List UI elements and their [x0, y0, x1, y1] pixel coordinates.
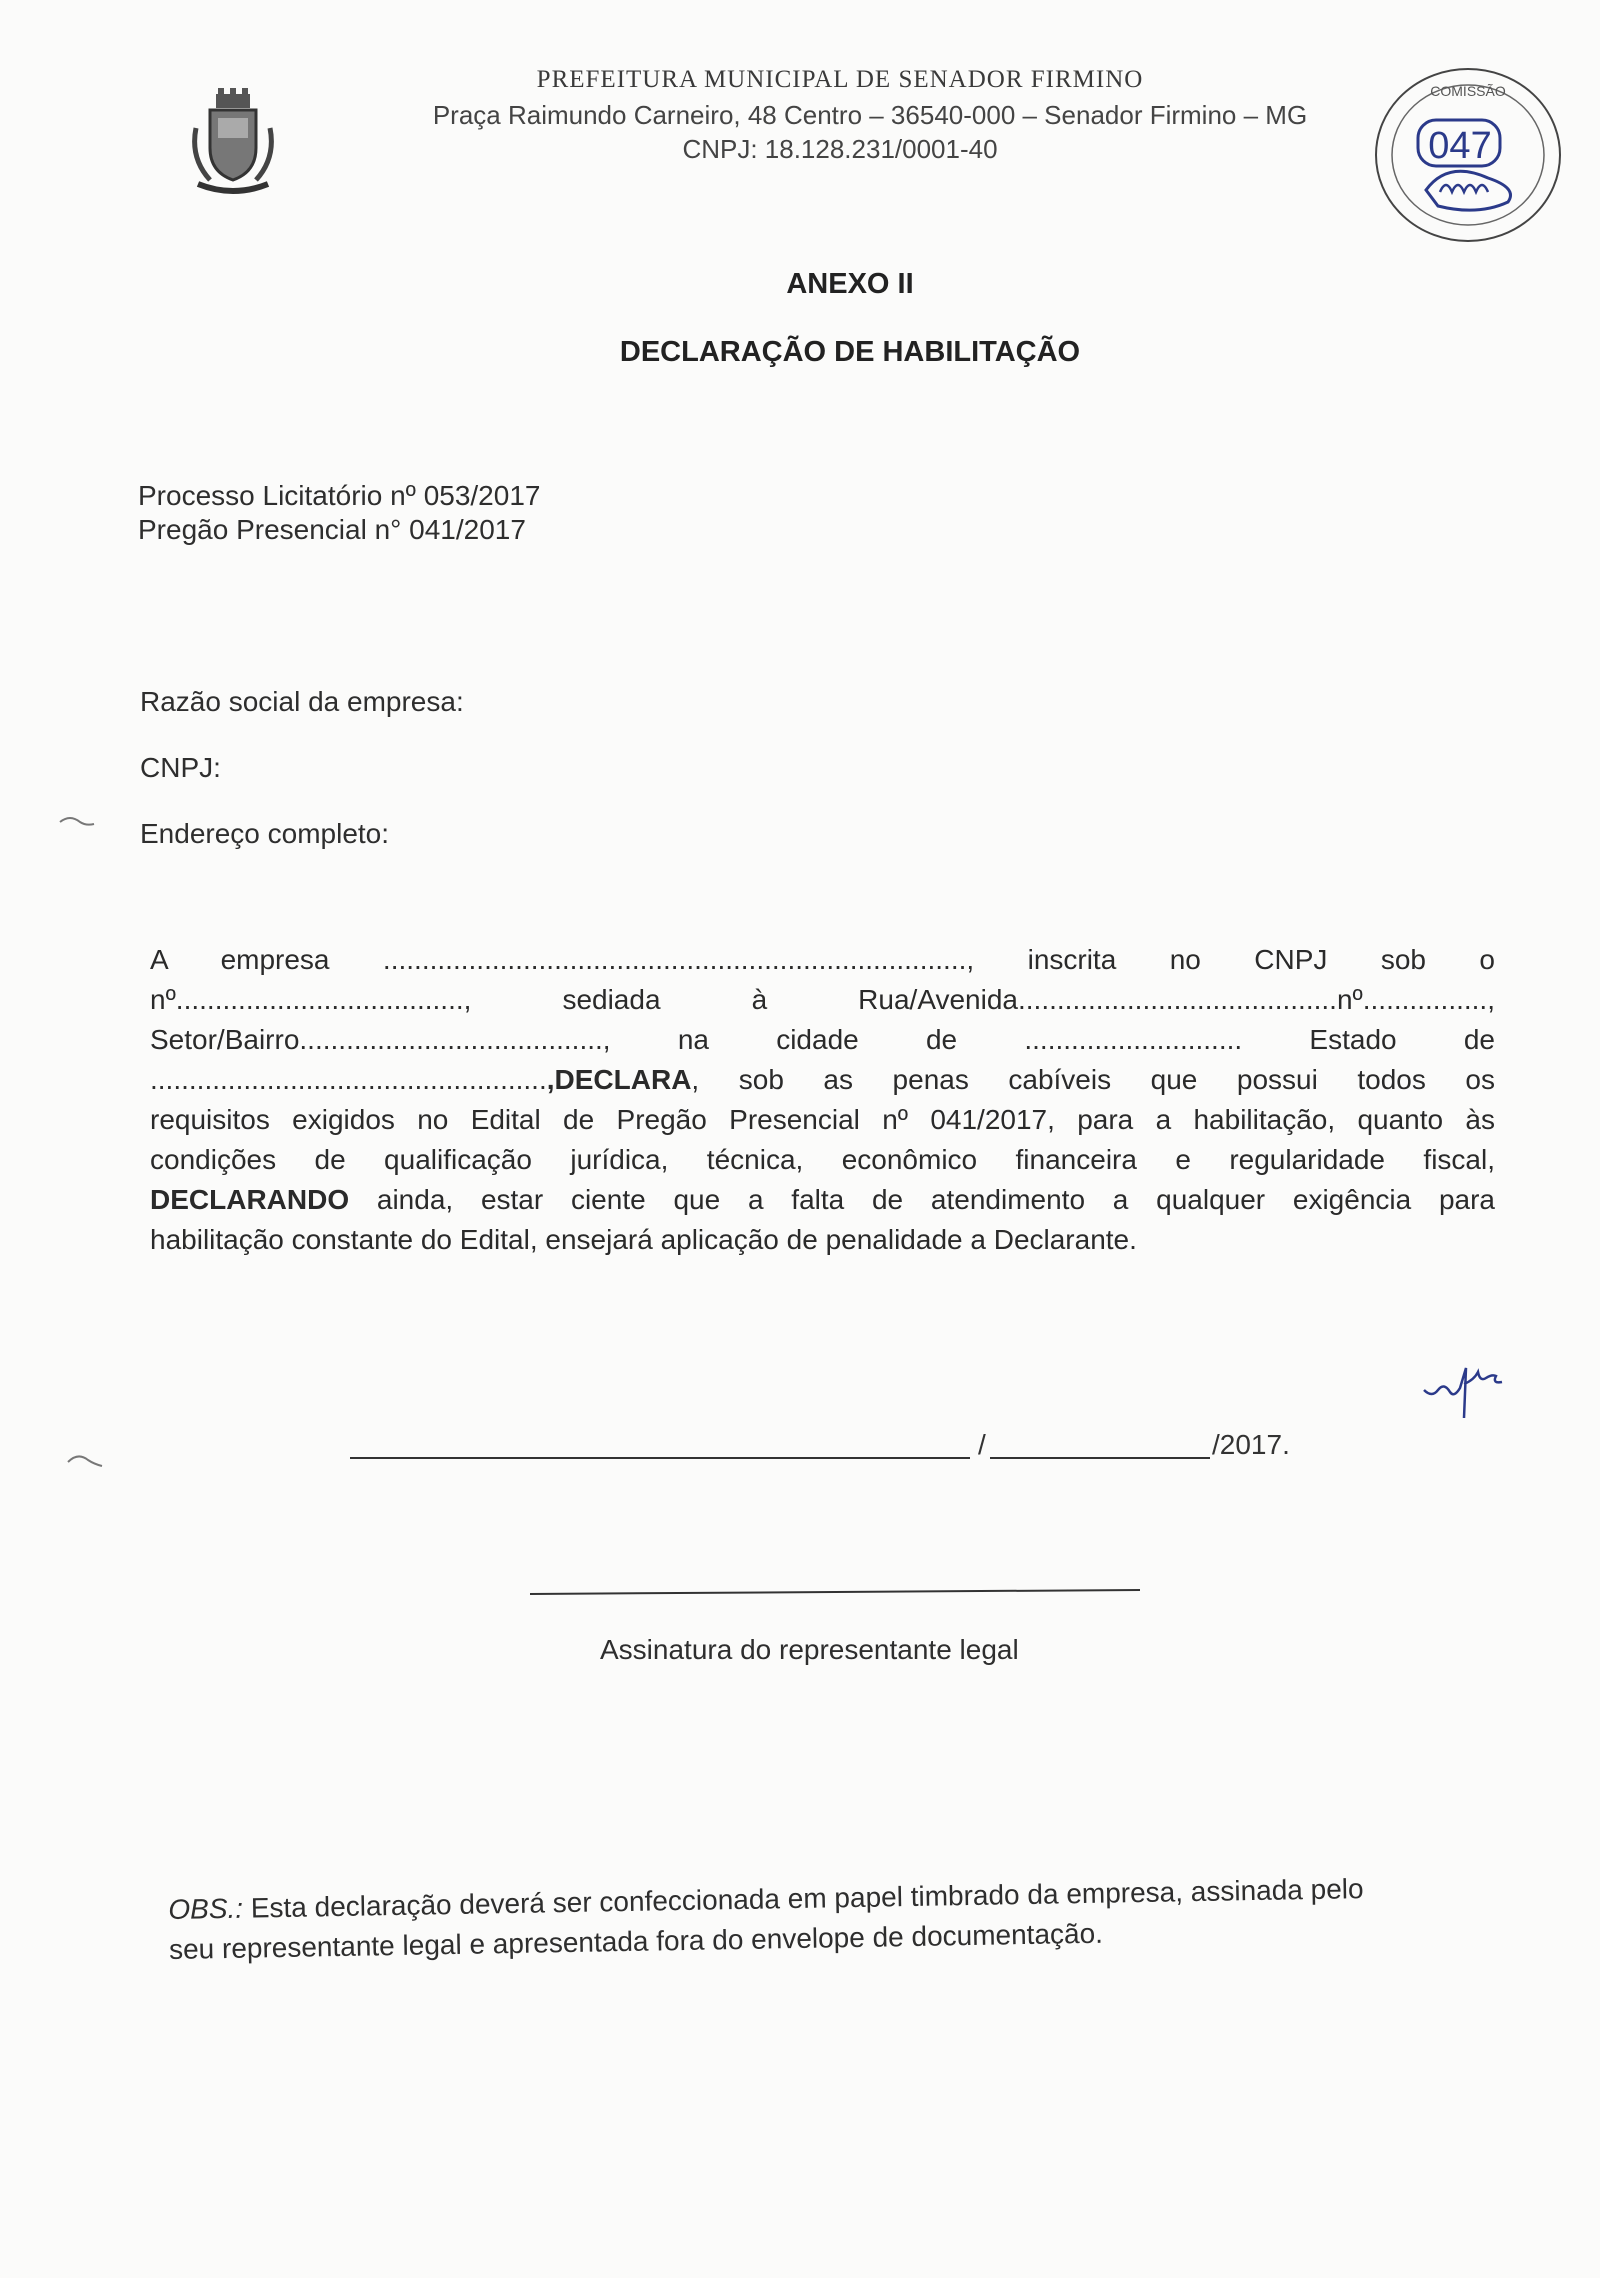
- annex-title: ANEXO II: [786, 268, 914, 300]
- signature-line: [520, 1580, 1140, 1600]
- obs-text: Esta declaração deverá ser confeccionada em papel timbrado da empresa, assinada pelo: [242, 1873, 1364, 1924]
- declarando-bold: DECLARANDO: [150, 1184, 350, 1215]
- body-dots: ...................................................: [150, 1064, 547, 1095]
- body-line: nº....................................., sediada à Rua/Avenida.........................................nº................,: [150, 984, 1495, 1015]
- observation-note: [168, 1867, 1469, 1970]
- obs-label: OBS.:: [168, 1892, 244, 1925]
- process-number: Processo Licitatório nº 053/2017: [138, 480, 541, 511]
- stamp-text: COMISSÃO: [1430, 83, 1506, 99]
- body-line: [150, 1060, 1495, 1100]
- header-address: Praça Raimundo Carneiro, 48 Centro – 36540-000 – Senador Firmino – MG: [432, 100, 1308, 130]
- rubric-signature-icon: [1420, 1350, 1550, 1430]
- pregao-number: Pregão Presencial n° 041/2017: [138, 514, 526, 545]
- margin-mark-icon: [66, 1448, 106, 1468]
- cnpj-label: CNPJ:: [140, 752, 221, 783]
- body-line: habilitação constante do Edital, ensejará aplicação de penalidade a Declarante.: [150, 1224, 1137, 1255]
- header-cnpj: CNPJ: 18.128.231/0001-40: [682, 134, 998, 164]
- declara-bold: ,DECLARA: [546, 1064, 692, 1095]
- signature-label: Assinatura do representante legal: [600, 1634, 1019, 1665]
- stamp-number: 047: [1428, 125, 1492, 167]
- address-label: Endereço completo:: [140, 818, 390, 849]
- body-text: ainda, estar ciente que a falta de atendimento a qualquer exigência para: [349, 1184, 1495, 1215]
- body-line: requisitos exigidos no Edital de Pregão Presencial nº 041/2017, para a habilitação, quanto às: [150, 1104, 1495, 1135]
- header-org-name: PREFEITURA MUNICIPAL DE SENADOR FIRMINO: [536, 66, 1144, 93]
- body-line: [150, 1180, 1495, 1220]
- margin-mark-icon: [58, 810, 98, 830]
- commission-stamp-icon: [1368, 60, 1568, 250]
- date-separator: /: [978, 1429, 986, 1460]
- declaration-body: [150, 940, 1495, 1260]
- obs-line: seu representante legal e apresentada fora do envelope de documentação.: [168, 1917, 1104, 1965]
- body-line: A empresa ..........................................................................., inscrita no CNPJ sob o: [150, 944, 1495, 975]
- body-line: Setor/Bairro......................................., na cidade de ............................ Estado de: [150, 1024, 1495, 1055]
- date-line: [350, 1420, 1310, 1460]
- body-text: , sob as penas cabíveis que possui todos os: [691, 1064, 1495, 1095]
- declaration-title: DECLARAÇÃO DE HABILITAÇÃO: [619, 336, 1081, 368]
- company-name-label: Razão social da empresa:: [140, 686, 464, 717]
- body-line: condições de qualificação jurídica, técnica, econômico financeira e regularidade fiscal,: [150, 1144, 1495, 1175]
- date-year: /2017.: [1212, 1429, 1290, 1460]
- municipal-coat-of-arms-icon: [188, 88, 278, 198]
